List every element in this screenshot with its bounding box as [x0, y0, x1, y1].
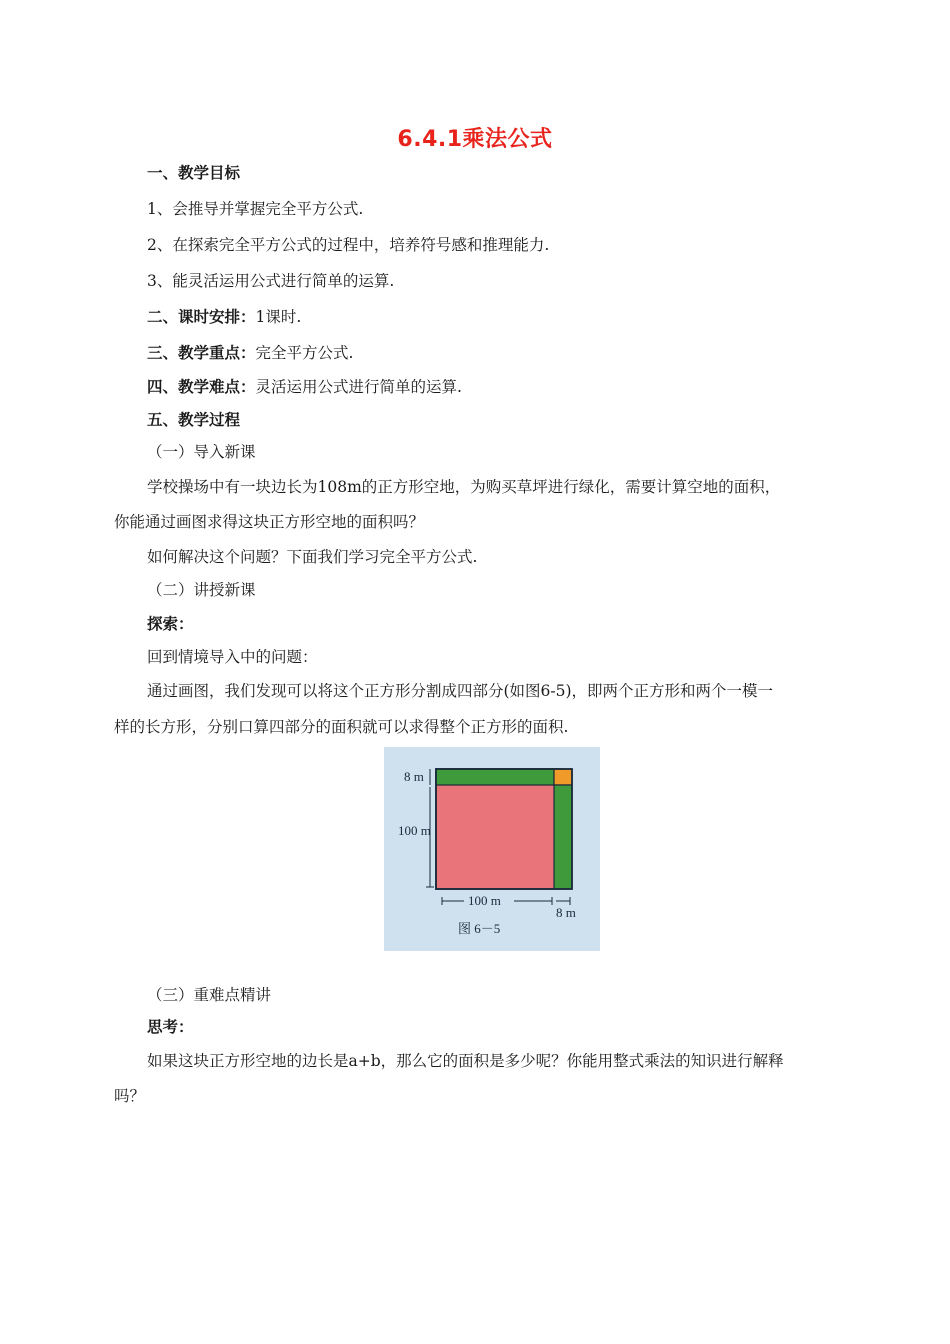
part1-heading: （一）导入新课: [147, 443, 256, 461]
paragraph-line: 通过画图，我们发现可以将这个正方形分割成四部分(如图6-5)，即两个正方形和两个一模一: [147, 682, 774, 700]
paragraph-line: 回到情境导入中的问题：: [147, 648, 318, 666]
paragraph-line: 如果这块正方形空地的边长是a+b，那么它的面积是多少呢？你能用整式乘法的知识进行解释: [147, 1052, 784, 1070]
part2-heading: （二）讲授新课: [147, 581, 256, 599]
schedule-value: 1课时.: [255, 308, 302, 326]
schedule-label: 二、课时安排：: [147, 308, 256, 326]
key-points-line: [147, 342, 353, 364]
paragraph-line: 学校操场中有一块边长为108m的正方形空地，为购买草坪进行绿化，需要计算空地的面积，: [147, 478, 781, 496]
page-title: 6.4.1乘法公式: [397, 127, 553, 152]
label-left: 100 m: [398, 823, 431, 838]
difficulties-value: 灵活运用公式进行简单的运算.: [255, 378, 462, 396]
section-objectives-heading: 一、教学目标: [147, 164, 241, 182]
part3-heading: （三）重难点精讲: [147, 986, 272, 1004]
paragraph-line: 样的长方形，分别口算四部分的面积就可以求得整个正方形的面积.: [114, 718, 569, 736]
figure-caption: 图 6－5: [458, 921, 501, 936]
label-bottom: 100 m: [468, 893, 501, 908]
explore-label: 探索：: [147, 615, 194, 633]
schedule-line: [147, 306, 301, 328]
objective-item: 3、能灵活运用公式进行简单的运算.: [147, 272, 395, 290]
section-process-heading: 五、教学过程: [147, 411, 241, 429]
difficulties-line: [147, 376, 462, 398]
think-label: 思考：: [147, 1018, 194, 1036]
key-points-value: 完全平方公式.: [255, 344, 354, 362]
paragraph-line: 如何解决这个问题？下面我们学习完全平方公式.: [147, 548, 478, 566]
label-top: 8 m: [404, 769, 424, 784]
large-square: [436, 769, 561, 889]
paragraph-line: 你能通过画图求得这块正方形空地的面积吗？: [114, 513, 425, 531]
figure-6-5: [384, 747, 600, 951]
objective-item: 1、会推导并掌握完全平方公式.: [147, 200, 364, 218]
key-points-label: 三、教学重点：: [147, 344, 256, 362]
right-rectangle: [554, 785, 572, 889]
difficulties-label: 四、教学难点：: [147, 378, 256, 396]
objective-item: 2、在探索完全平方公式的过程中，培养符号感和推理能力.: [147, 236, 550, 254]
top-rectangle: [436, 769, 554, 785]
paragraph-line: 吗？: [114, 1087, 146, 1105]
label-bottom-right: 8 m: [556, 905, 576, 920]
small-square: [554, 769, 572, 785]
